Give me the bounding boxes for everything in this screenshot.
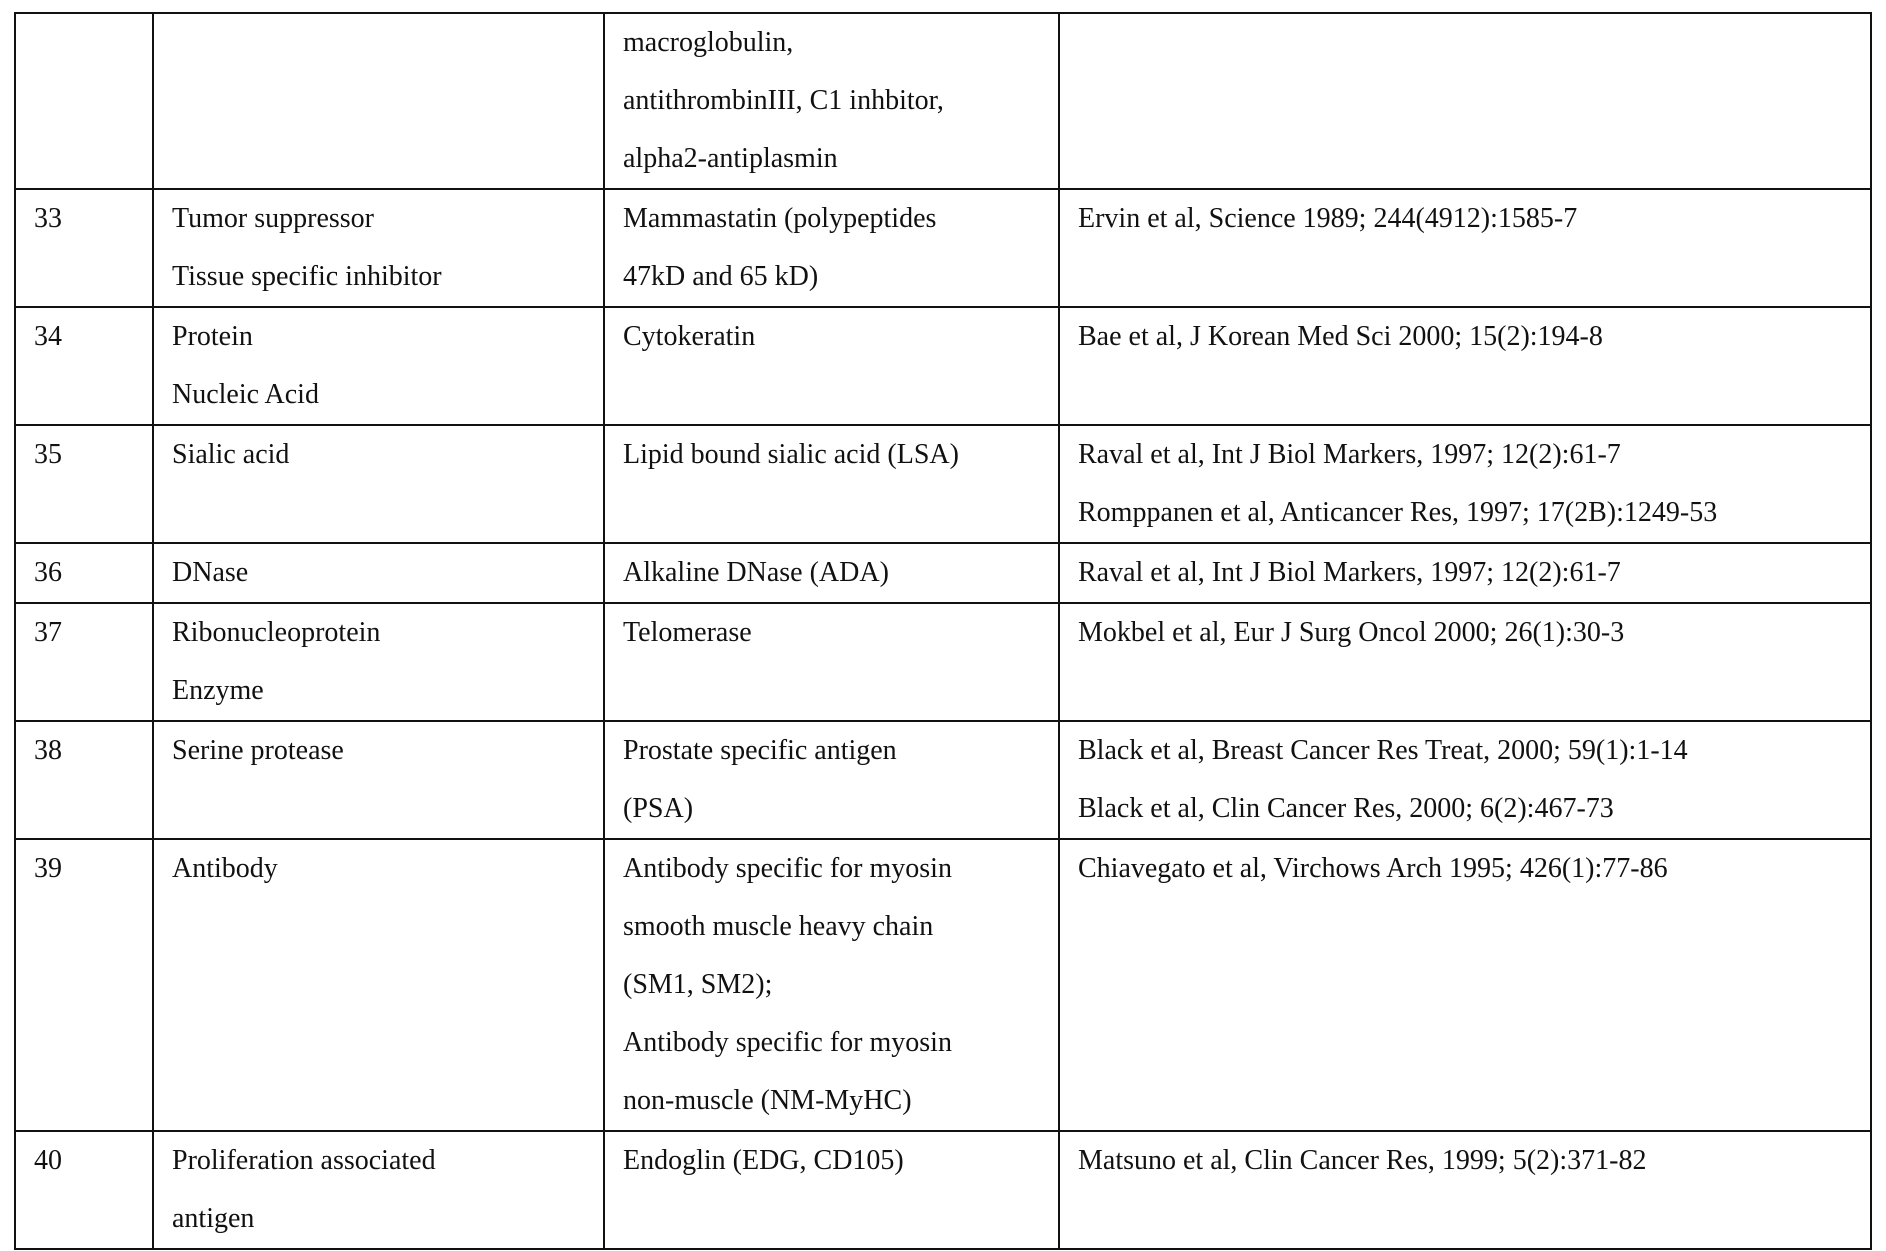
reference-cell bbox=[1059, 543, 1871, 603]
number-cell bbox=[15, 425, 153, 543]
table-row bbox=[15, 425, 1871, 543]
row-number: 38 bbox=[34, 722, 134, 780]
marker-cell-line: Alkaline DNase (ADA) bbox=[623, 544, 1040, 602]
type-cell bbox=[153, 721, 604, 839]
marker-cell-line: 47kD and 65 kD) bbox=[623, 248, 1040, 306]
type-cell-line: Antibody bbox=[172, 840, 585, 898]
reference-cell bbox=[1059, 13, 1871, 189]
marker-cell-line: Telomerase bbox=[623, 604, 1040, 662]
table-row bbox=[15, 721, 1871, 839]
reference-cell-line: Ervin et al, Science 1989; 244(4912):1585-7 bbox=[1078, 190, 1852, 248]
number-cell bbox=[15, 189, 153, 307]
marker-cell-line: antithrombinIII, C1 inhbitor, bbox=[623, 72, 1040, 130]
reference-cell bbox=[1059, 307, 1871, 425]
type-cell-line: Enzyme bbox=[172, 662, 585, 720]
marker-cell-line: (SM1, SM2); bbox=[623, 956, 1040, 1014]
row-number: 39 bbox=[34, 840, 134, 898]
type-cell bbox=[153, 425, 604, 543]
row-number: 34 bbox=[34, 308, 134, 366]
row-number bbox=[34, 14, 134, 72]
type-cell bbox=[153, 543, 604, 603]
type-cell-line: Tissue specific inhibitor bbox=[172, 248, 585, 306]
type-cell bbox=[153, 13, 604, 189]
type-cell bbox=[153, 1131, 604, 1249]
table-row bbox=[15, 839, 1871, 1131]
marker-cell-line: alpha2-antiplasmin bbox=[623, 130, 1040, 188]
number-cell bbox=[15, 603, 153, 721]
reference-cell-line: Mokbel et al, Eur J Surg Oncol 2000; 26(1):30-3 bbox=[1078, 604, 1852, 662]
marker-table-body bbox=[15, 13, 1871, 1249]
reference-cell bbox=[1059, 1131, 1871, 1249]
number-cell bbox=[15, 839, 153, 1131]
marker-cell bbox=[604, 721, 1059, 839]
reference-cell-line: Romppanen et al, Anticancer Res, 1997; 17(2B):1249-53 bbox=[1078, 484, 1852, 542]
row-number: 35 bbox=[34, 426, 134, 484]
reference-cell-line: Black et al, Clin Cancer Res, 2000; 6(2):467-73 bbox=[1078, 780, 1852, 838]
type-cell-line: Nucleic Acid bbox=[172, 366, 585, 424]
marker-cell-line: (PSA) bbox=[623, 780, 1040, 838]
marker-cell-line: Antibody specific for myosin bbox=[623, 840, 1040, 898]
marker-cell bbox=[604, 839, 1059, 1131]
number-cell bbox=[15, 307, 153, 425]
reference-cell-line: Bae et al, J Korean Med Sci 2000; 15(2):194-8 bbox=[1078, 308, 1852, 366]
row-number: 36 bbox=[34, 544, 134, 602]
reference-cell-line: Matsuno et al, Clin Cancer Res, 1999; 5(2):371-82 bbox=[1078, 1132, 1852, 1190]
table-row bbox=[15, 603, 1871, 721]
table-row bbox=[15, 543, 1871, 603]
marker-cell bbox=[604, 543, 1059, 603]
reference-cell bbox=[1059, 603, 1871, 721]
table-row bbox=[15, 13, 1871, 189]
type-cell bbox=[153, 189, 604, 307]
type-cell-line: Ribonucleoprotein bbox=[172, 604, 585, 662]
number-cell bbox=[15, 1131, 153, 1249]
reference-cell-line: Raval et al, Int J Biol Markers, 1997; 12(2):61-7 bbox=[1078, 426, 1852, 484]
type-cell-line: antigen bbox=[172, 1190, 585, 1248]
reference-cell-line: Black et al, Breast Cancer Res Treat, 2000; 59(1):1-14 bbox=[1078, 722, 1852, 780]
row-number: 33 bbox=[34, 190, 134, 248]
reference-cell-line: Raval et al, Int J Biol Markers, 1997; 12(2):61-7 bbox=[1078, 544, 1852, 602]
marker-cell bbox=[604, 307, 1059, 425]
type-cell-line: Serine protease bbox=[172, 722, 585, 780]
marker-cell-line: non-muscle (NM-MyHC) bbox=[623, 1072, 1040, 1130]
marker-cell bbox=[604, 425, 1059, 543]
reference-cell bbox=[1059, 189, 1871, 307]
marker-cell bbox=[604, 1131, 1059, 1249]
number-cell bbox=[15, 721, 153, 839]
marker-cell-line: Lipid bound sialic acid (LSA) bbox=[623, 426, 1040, 484]
type-cell-line: DNase bbox=[172, 544, 585, 602]
marker-cell-line: macroglobulin, bbox=[623, 14, 1040, 72]
row-number: 40 bbox=[34, 1132, 134, 1190]
reference-cell bbox=[1059, 721, 1871, 839]
type-cell bbox=[153, 839, 604, 1131]
row-number: 37 bbox=[34, 604, 134, 662]
type-cell bbox=[153, 603, 604, 721]
marker-cell bbox=[604, 13, 1059, 189]
type-cell-line: Sialic acid bbox=[172, 426, 585, 484]
reference-cell bbox=[1059, 425, 1871, 543]
type-cell-line: Tumor suppressor bbox=[172, 190, 585, 248]
marker-cell-line: Endoglin (EDG, CD105) bbox=[623, 1132, 1040, 1190]
table-row bbox=[15, 189, 1871, 307]
type-cell bbox=[153, 307, 604, 425]
number-cell bbox=[15, 13, 153, 189]
marker-table bbox=[14, 12, 1872, 1250]
reference-cell-line: Chiavegato et al, Virchows Arch 1995; 426(1):77-86 bbox=[1078, 840, 1852, 898]
marker-cell-line: Cytokeratin bbox=[623, 308, 1040, 366]
marker-cell-line: Mammastatin (polypeptides bbox=[623, 190, 1040, 248]
reference-cell bbox=[1059, 839, 1871, 1131]
table-row bbox=[15, 1131, 1871, 1249]
marker-cell-line: Antibody specific for myosin bbox=[623, 1014, 1040, 1072]
type-cell-line: Protein bbox=[172, 308, 585, 366]
marker-cell-line: Prostate specific antigen bbox=[623, 722, 1040, 780]
number-cell bbox=[15, 543, 153, 603]
marker-cell bbox=[604, 603, 1059, 721]
marker-cell-line: smooth muscle heavy chain bbox=[623, 898, 1040, 956]
type-cell-line: Proliferation associated bbox=[172, 1132, 585, 1190]
marker-cell bbox=[604, 189, 1059, 307]
table-row bbox=[15, 307, 1871, 425]
